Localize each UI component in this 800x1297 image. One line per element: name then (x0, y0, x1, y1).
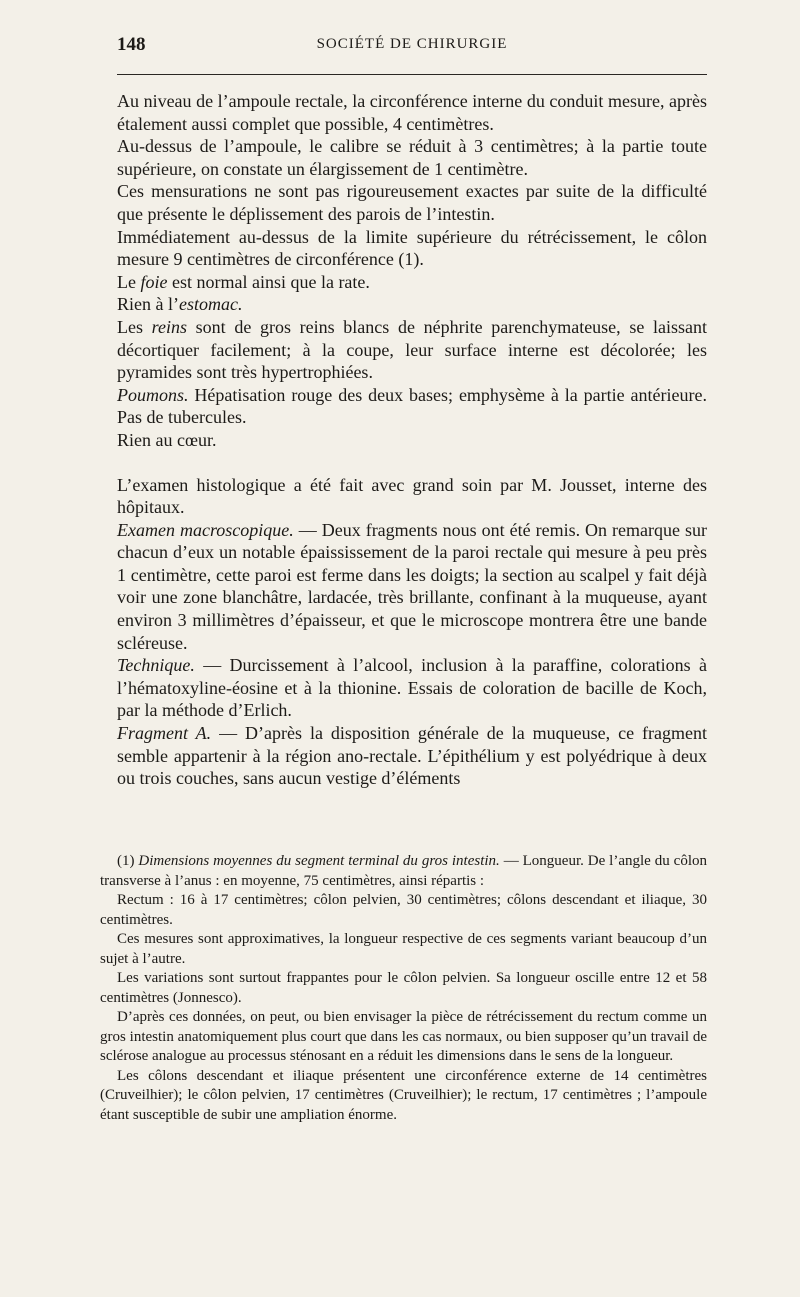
paragraph: Fragment A. — D’après la disposition générale de la muqueuse, ce fragment semble appartenir à la région ano-rectale. L’épithélium y est polyédrique à deux ou trois couches, sans aucun vestige d’éléments (117, 723, 707, 789)
paragraph: Technique. — Durcissement à l’alcool, inclusion à la paraffine, colorations à l’hématoxyline-éosine et à la thionine. Essais de coloration de bacille de Koch, par la méthode d’Erlich. (117, 655, 707, 721)
running-title: SOCIÉTÉ DE CHIRURGIE (316, 36, 508, 52)
paragraph: Examen macroscopique. — Deux fragments nous ont été remis. On remarque sur chacun d’eux un notable épaississement de la paroi rectale qui mesure à peu près 1 centimètre, cette paroi est ferme dans les doigts; la section au scalpel y fait déjà voir une zone blanchâtre, lardacée, très brillante, confinant à la muqueuse, ayant environ 3 millimètres d’épaisseur, et que le microscope montrera être une bande scléreuse. (117, 519, 707, 653)
paragraph: Au niveau de l’ampoule rectale, la circonférence interne du conduit mesure, après étalement aussi complet que possible, 4 centimètres. (117, 91, 707, 134)
header-rule (117, 74, 707, 75)
section-gap (117, 452, 707, 474)
paragraph: Immédiatement au-dessus de la limite supérieure du rétrécissement, le côlon mesure 9 centimètres de circonférence (1). (117, 226, 707, 270)
paragraph: L’examen histologique a été fait avec grand soin par M. Jousset, interne des hôpitaux. (117, 474, 707, 518)
footnote-paragraph: Les côlons descendant et iliaque présentent une circonférence externe de 14 centimètres (Cruveilhier); le côlon pelvien, 17 centimètres (Cruveilhier); le rectum, 17 centimètres ; l’ampoule étant susceptible de subir une ampliation énorme. (100, 1067, 707, 1123)
paragraph: Rien au cœur. (117, 429, 217, 450)
paragraph: Rien à l’estomac. (117, 294, 243, 315)
footnote-paragraph: D’après ces données, on peut, ou bien envisager la pièce de rétrécissement du rectum comme un gros intestin anatomiquement plus court que dans les cas normaux, ou bien supposer qu’un travail de sclérose analogue au processus sténosant en a réduit les dimensions dans le sens de la longueur. (100, 1009, 707, 1064)
paragraph: Le foie est normal ainsi que la rate. (117, 271, 370, 292)
page-number: 148 (117, 34, 146, 55)
paragraph: Ces mensurations ne sont pas rigoureusement exactes par suite de la difficulté que présente le déplissement des parois de l’intestin. (117, 181, 707, 224)
paragraph: Poumons. Hépatisation rouge des deux bases; emphysème à la partie antérieure. Pas de tubercules. (117, 384, 707, 428)
footnote (100, 852, 707, 1125)
running-header (117, 34, 707, 60)
paragraph: Les reins sont de gros reins blancs de néphrite parenchymateuse, se laissant décortiquer facilement; à la coupe, leur surface interne est décolorée; les pyramides sont très hypertrophiées. (117, 316, 707, 383)
footnote-paragraph: Les variations sont surtout frappantes pour le côlon pelvien. Sa longueur oscille entre 12 et 58 centimètres (Jonnesco). (100, 970, 707, 1006)
paragraph: Au-dessus de l’ampoule, le calibre se réduit à 3 centimètres; à la partie toute supérieure, on constate un élargissement de 1 centimètre. (117, 136, 707, 179)
footnote-paragraph: (1) Dimensions moyennes du segment terminal du gros intestin. — Longueur. De l’angle du côlon transverse à l’anus : en moyenne, 75 centimètres, ainsi répartis : (100, 853, 707, 889)
footnote-paragraph: Ces mesures sont approximatives, la longueur respective de ces segments variant beaucoup d’un sujet à l’autre. (100, 931, 707, 967)
footnote-paragraph: Rectum : 16 à 17 centimètres; côlon pelvien, 30 centimètres; côlons descendant et iliaque, 30 centimètres. (100, 892, 707, 928)
main-text (117, 90, 707, 790)
